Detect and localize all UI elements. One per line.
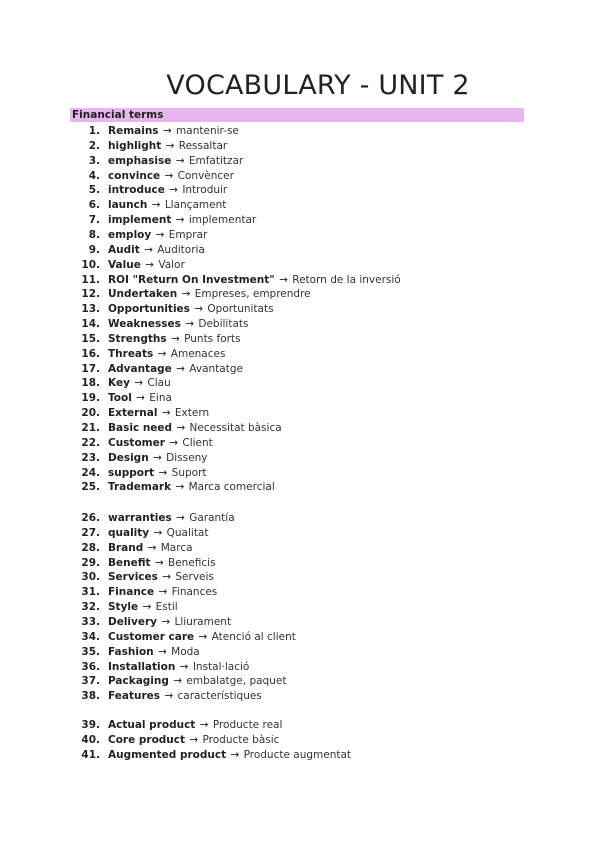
item-number: 13. [81, 303, 100, 316]
vocab-item [0, 615, 560, 630]
arrow-icon: → [190, 303, 207, 316]
vocab-item [0, 466, 560, 481]
english-term: Fashion [108, 645, 154, 658]
vocab-item [0, 391, 560, 406]
arrow-icon: → [155, 586, 171, 599]
item-term [108, 480, 275, 495]
vocab-item [0, 169, 560, 184]
item-number: 7. [88, 214, 100, 227]
english-term: Opportunities [108, 303, 190, 316]
catalan-translation: Valor [158, 258, 185, 271]
arrow-icon: → [154, 645, 171, 658]
section-heading: Financial terms [72, 109, 164, 121]
vocab-item [0, 376, 560, 391]
item-term [108, 421, 282, 436]
english-term: highlight [108, 139, 162, 152]
item-term [108, 526, 208, 541]
vocab-item [0, 660, 560, 675]
vocab-item [0, 154, 560, 169]
item-number: 22. [81, 436, 100, 449]
item-number: 31. [81, 586, 100, 599]
vocab-item [0, 228, 560, 243]
item-term [108, 630, 296, 645]
vocab-item [0, 451, 560, 466]
item-term [108, 615, 231, 630]
vocab-item [0, 585, 560, 600]
arrow-icon: → [148, 199, 164, 212]
arrow-icon: → [144, 541, 160, 554]
item-term [108, 406, 209, 421]
catalan-translation: Beneficis [168, 556, 216, 569]
catalan-translation: Moda [171, 645, 200, 658]
english-term: Core product [108, 733, 186, 746]
catalan-translation: Producte real [212, 719, 283, 731]
item-term [108, 169, 234, 184]
item-term [108, 391, 172, 406]
english-term: warranties [108, 512, 172, 524]
english-term: Packaging [108, 675, 169, 688]
vocab-item [0, 480, 560, 495]
catalan-translation: Atenció al client [211, 630, 296, 643]
catalan-translation: Empreses, emprendre [194, 288, 311, 301]
english-term: Value [108, 258, 141, 271]
item-term [108, 243, 205, 258]
item-number: 41. [81, 748, 100, 761]
item-number: 36. [81, 660, 100, 673]
catalan-translation: Introduir [182, 184, 228, 197]
catalan-translation: Garantía [189, 512, 235, 524]
english-term: implement [108, 214, 172, 227]
english-term: Finance [108, 586, 155, 599]
item-number: 3. [88, 154, 100, 167]
catalan-translation: Instal·lació [192, 660, 250, 673]
item-number: 12. [81, 288, 100, 301]
vocab-item [0, 689, 560, 704]
english-term: Basic need [108, 422, 173, 434]
item-number: 11. [81, 273, 100, 286]
arrow-icon: → [186, 733, 202, 746]
item-number: 28. [81, 541, 100, 554]
item-term [108, 362, 243, 377]
item-number: 25. [81, 481, 100, 494]
catalan-translation: Debilitats [198, 318, 249, 331]
vocab-item [0, 347, 560, 362]
item-number: 32. [81, 601, 100, 614]
item-number: 18. [81, 377, 100, 390]
catalan-translation: Emprar [168, 228, 208, 241]
catalan-translation: Serveis [175, 571, 214, 584]
arrow-icon: → [161, 690, 177, 703]
item-term [108, 674, 286, 689]
english-term: Delivery [108, 615, 158, 628]
english-term: convince [108, 169, 161, 182]
item-number: 23. [81, 451, 100, 464]
item-term [108, 556, 216, 571]
arrow-icon: → [158, 615, 174, 628]
item-term [108, 600, 178, 615]
item-number: 10. [81, 258, 100, 271]
english-term: emphasise [108, 154, 172, 167]
vocab-item [0, 556, 560, 571]
catalan-translation: Marca comercial [188, 481, 275, 494]
item-number: 21. [81, 422, 100, 434]
catalan-translation: Suport [171, 466, 207, 479]
catalan-translation: Qualitat [166, 526, 209, 539]
vocab-item [0, 273, 560, 288]
english-term: employ [108, 228, 152, 241]
arrow-icon: → [227, 748, 243, 761]
arrow-icon: → [178, 288, 194, 301]
catalan-translation: mantenir-se [176, 125, 239, 137]
vocab-item [0, 421, 560, 436]
catalan-translation: Estil [155, 601, 178, 614]
item-term [108, 585, 217, 600]
arrow-icon: → [151, 556, 168, 569]
english-term: Customer [108, 436, 165, 449]
arrow-icon: → [165, 436, 182, 449]
catalan-translation: Necessitat bàsica [189, 422, 282, 434]
vocab-item [0, 213, 560, 228]
vocab-item [0, 733, 560, 748]
item-term [108, 376, 171, 391]
english-term: support [108, 466, 155, 479]
item-term [108, 258, 185, 273]
arrow-icon: → [165, 184, 182, 197]
english-term: introduce [108, 184, 165, 197]
vocab-item [0, 406, 560, 421]
english-term: External [108, 407, 158, 420]
vocab-item [0, 570, 560, 585]
arrow-icon: → [176, 660, 192, 673]
item-number: 5. [88, 184, 100, 197]
vocab-item [0, 287, 560, 302]
catalan-translation: Producte augmentat [243, 748, 352, 761]
catalan-translation: Ressaltar [178, 139, 228, 152]
arrow-icon: → [172, 214, 188, 227]
arrow-icon: → [196, 719, 212, 731]
item-term [108, 273, 401, 288]
english-term: Audit [108, 243, 140, 256]
catalan-translation: Lliurament [174, 615, 232, 628]
item-term [108, 228, 207, 243]
vocab-item [0, 317, 560, 332]
english-term: ROI "Return On Investment" [108, 273, 275, 286]
vocab-item [0, 332, 560, 347]
english-term: Style [108, 601, 139, 614]
item-number: 29. [81, 556, 100, 569]
item-number: 20. [81, 407, 100, 420]
item-term [108, 436, 213, 451]
item-term [108, 317, 248, 332]
english-term: Threats [108, 347, 154, 360]
catalan-translation: embalatge, paquet [186, 675, 287, 688]
arrow-icon: → [155, 466, 171, 479]
item-term [108, 541, 193, 556]
item-term [108, 748, 351, 763]
english-term: Advantage [108, 362, 172, 375]
item-number: 4. [88, 169, 100, 182]
item-number: 40. [81, 733, 100, 746]
vocab-item [0, 511, 560, 526]
catalan-translation: Extern [174, 407, 210, 420]
english-term: Services [108, 571, 158, 584]
english-term: Tool [108, 392, 132, 405]
vocab-item [0, 526, 560, 541]
item-term [108, 124, 239, 139]
english-term: Remains [108, 125, 159, 137]
catalan-translation: Retorn de la inversió [292, 273, 401, 286]
item-term [108, 511, 235, 526]
item-number: 14. [81, 318, 100, 331]
arrow-icon: → [152, 228, 168, 241]
catalan-translation: Llançament [164, 199, 227, 212]
item-term [108, 645, 200, 660]
english-term: Strengths [108, 332, 167, 345]
vocab-item [0, 748, 560, 763]
arrow-icon: → [139, 601, 155, 614]
item-number: 2. [88, 139, 100, 152]
catalan-translation: Client [182, 436, 213, 449]
item-number: 30. [81, 571, 100, 584]
english-term: Customer care [108, 630, 195, 643]
arrow-icon: → [154, 347, 170, 360]
vocab-item [0, 600, 560, 615]
vocab-item [0, 645, 560, 660]
catalan-translation: Clau [147, 377, 171, 390]
item-number: 19. [81, 392, 100, 405]
catalan-translation: Convèncer [177, 169, 234, 182]
arrow-icon: → [169, 675, 186, 688]
item-term [108, 198, 226, 213]
catalan-translation: Producte bàsic [202, 733, 280, 746]
item-term [108, 287, 311, 302]
english-term: Installation [108, 660, 176, 673]
catalan-translation: Disseny [166, 451, 208, 464]
item-number: 6. [88, 199, 100, 212]
arrow-icon: → [132, 392, 149, 405]
item-term [108, 733, 279, 748]
arrow-icon: → [141, 258, 158, 271]
arrow-icon: → [195, 630, 211, 643]
item-number: 33. [81, 615, 100, 628]
item-number: 1. [88, 125, 100, 137]
vocab-item [0, 243, 560, 258]
catalan-translation: Oportunitats [207, 303, 274, 316]
catalan-translation: Marca [160, 541, 193, 554]
vocab-item [0, 541, 560, 556]
item-number: 26. [81, 512, 100, 524]
arrow-icon: → [167, 332, 184, 345]
arrow-icon: → [158, 407, 174, 420]
english-term: Design [108, 451, 149, 464]
item-number: 35. [81, 645, 100, 658]
english-term: Augmented product [108, 748, 227, 761]
item-term [108, 660, 249, 675]
item-number: 37. [81, 675, 100, 688]
arrow-icon: → [172, 362, 189, 375]
arrow-icon: → [158, 571, 175, 584]
catalan-translation: Eina [149, 392, 172, 405]
arrow-icon: → [140, 243, 157, 256]
item-number: 9. [88, 243, 100, 256]
english-term: launch [108, 199, 148, 212]
item-term [108, 139, 227, 154]
vocab-item [0, 630, 560, 645]
arrow-icon: → [130, 377, 147, 390]
arrow-icon: → [150, 526, 166, 539]
arrow-icon: → [172, 512, 189, 524]
item-term [108, 451, 207, 466]
item-term [108, 570, 214, 585]
item-term [108, 466, 207, 481]
item-term [108, 718, 282, 733]
item-term [108, 154, 243, 169]
arrow-icon: → [172, 154, 188, 167]
item-number: 34. [81, 630, 100, 643]
item-term [108, 183, 227, 198]
vocab-item [0, 139, 560, 154]
item-number: 16. [81, 347, 100, 360]
vocab-item [0, 198, 560, 213]
catalan-translation: Punts forts [184, 332, 241, 345]
vocab-item [0, 718, 560, 733]
arrow-icon: → [181, 318, 198, 331]
english-term: Weaknesses [108, 318, 181, 331]
english-term: Key [108, 377, 130, 390]
arrow-icon: → [275, 273, 292, 286]
item-term [108, 332, 241, 347]
item-number: 27. [81, 526, 100, 539]
item-number: 17. [81, 362, 100, 375]
catalan-translation: Amenaces [170, 347, 226, 360]
item-number: 8. [88, 228, 100, 241]
arrow-icon: → [173, 422, 189, 434]
vocab-item [0, 302, 560, 317]
vocab-item [0, 674, 560, 689]
vocab-item [0, 436, 560, 451]
catalan-translation: característiques [177, 690, 262, 703]
page-title: VOCABULARY - UNIT 2 [166, 70, 470, 101]
item-term [108, 347, 225, 362]
item-number: 24. [81, 466, 100, 479]
item-number: 39. [81, 719, 100, 731]
english-term: Features [108, 690, 160, 703]
item-term [108, 302, 274, 317]
catalan-translation: Finances [171, 586, 218, 599]
arrow-icon: → [159, 125, 176, 137]
vocab-item [0, 183, 560, 198]
arrow-icon: → [149, 451, 166, 464]
arrow-icon: → [161, 169, 177, 182]
english-term: Brand [108, 541, 144, 554]
english-term: quality [108, 526, 150, 539]
item-number: 15. [81, 332, 100, 345]
item-number: 38. [81, 690, 100, 703]
vocab-item [0, 124, 560, 139]
arrow-icon: → [162, 139, 178, 152]
item-term [108, 689, 262, 704]
catalan-translation: Emfatitzar [188, 154, 244, 167]
english-term: Benefit [108, 556, 151, 569]
vocab-item [0, 362, 560, 377]
arrow-icon: → [172, 481, 188, 494]
catalan-translation: Avantatge [189, 362, 243, 375]
catalan-translation: Auditoria [157, 243, 205, 256]
vocab-item [0, 258, 560, 273]
item-term [108, 213, 256, 228]
english-term: Trademark [108, 481, 172, 494]
english-term: Undertaken [108, 288, 178, 301]
english-term: Actual product [108, 719, 196, 731]
catalan-translation: implementar [188, 214, 257, 227]
